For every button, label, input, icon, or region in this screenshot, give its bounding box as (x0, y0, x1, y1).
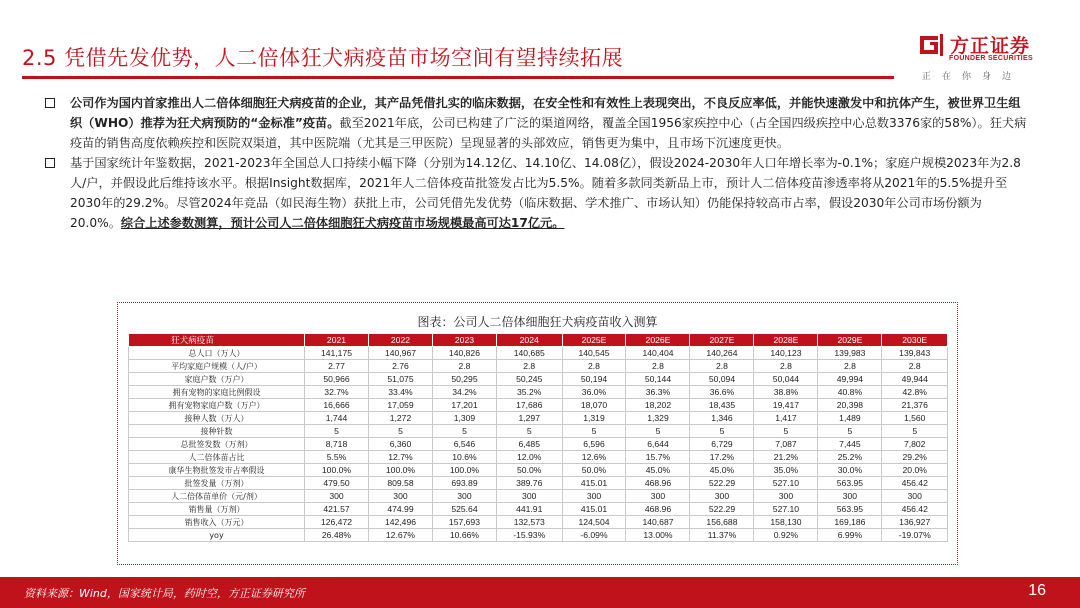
table-cell: 156,688 (690, 516, 754, 529)
bullet-item (40, 93, 1030, 153)
table-cell: 50,295 (432, 373, 496, 386)
table-cell: 126,472 (305, 516, 369, 529)
table-cell: 50.0% (562, 464, 626, 477)
table-cell: 300 (432, 490, 496, 503)
row-label: 批签发量（万剂） (129, 477, 305, 490)
bullet-conclusion-text: 综合上述参数测算，预计公司人二倍体细胞狂犬病疫苗市场规模最高可达17亿元。 (120, 216, 565, 230)
table-cell: 1,346 (690, 412, 754, 425)
table-cell: 18,070 (562, 399, 626, 412)
table-cell: 1,297 (496, 412, 562, 425)
table-cell: 139,983 (818, 347, 882, 360)
table-cell: 10.66% (432, 529, 496, 542)
table-cell: 300 (562, 490, 626, 503)
table-cell: 34.2% (432, 386, 496, 399)
table-cell: 300 (754, 490, 818, 503)
table-cell: 5 (305, 425, 369, 438)
table-cell: 12.0% (496, 451, 562, 464)
source-note: 资料来源：Wind，国家统计局，药时空，方正证券研究所 (24, 587, 305, 600)
table-cell: 12.67% (368, 529, 432, 542)
table-cell: 136,927 (882, 516, 948, 529)
table-cell: 522.29 (690, 503, 754, 516)
table-cell: 6.99% (818, 529, 882, 542)
table-cell: 2.77 (305, 360, 369, 373)
row-label: 拥有宠物的家庭比例假设 (129, 386, 305, 399)
table-cell: 35.0% (754, 464, 818, 477)
table-header-row (129, 334, 948, 347)
table-cell: 36.3% (626, 386, 690, 399)
table-cell: 563.95 (818, 477, 882, 490)
table-cell: 140,404 (626, 347, 690, 360)
table-cell: 140,545 (562, 347, 626, 360)
row-label: 总人口（万人） (129, 347, 305, 360)
table-cell: 18,435 (690, 399, 754, 412)
table-cell: 36.0% (562, 386, 626, 399)
table-cell: 5 (690, 425, 754, 438)
table-cell: 16,666 (305, 399, 369, 412)
table-cell: 2.8 (882, 360, 948, 373)
table-cell: 2.8 (496, 360, 562, 373)
table-cell: 6,596 (562, 438, 626, 451)
table-cell: 468.96 (626, 477, 690, 490)
table-cell: 30.0% (818, 464, 882, 477)
table-cell: 6,546 (432, 438, 496, 451)
table-cell: -19.07% (882, 529, 948, 542)
table-cell: 1,272 (368, 412, 432, 425)
table-cell: 139,843 (882, 347, 948, 360)
table-cell: 2.8 (432, 360, 496, 373)
row-label: 平均家庭户规模（人/户） (129, 360, 305, 373)
table-cell: 17,201 (432, 399, 496, 412)
year-header: 2025E (562, 334, 626, 347)
table-cell: 132,573 (496, 516, 562, 529)
table-cell: 40.8% (818, 386, 882, 399)
table-cell: 525.64 (432, 503, 496, 516)
row-label: 人二倍体苗占比 (129, 451, 305, 464)
table-cell: 2.8 (626, 360, 690, 373)
table-header-label: 狂犬病疫苗 (129, 334, 305, 347)
table-cell: 20,398 (818, 399, 882, 412)
table-cell: 300 (818, 490, 882, 503)
table-cell: 124,504 (562, 516, 626, 529)
table-row (129, 425, 948, 438)
table-cell: 809.58 (368, 477, 432, 490)
table-row (129, 360, 948, 373)
table-cell: 10.6% (432, 451, 496, 464)
bullet-text: 基于国家统计年鉴数据，2021-2023年全国总人口持续小幅下降（分别为14.12亿、14.10亿、14.08亿），假设2024-2030年人口年增长率为-0.1%；家庭户规模2023年为2.8人/户，并假设此后维持该水平。根据Insight数据库，2021年人二倍体疫苗批签发占比为5.5%。随着多款同类新品上市，预计人二倍体疫苗渗透率将从2021年的5.5%提升至2030年的29.2%。尽管2024年竞品（如民海生物）获批上市，公司凭借先发优势（临床数据、学术推广、市场认知）仍能保持较高市占率，假设2030年公司市场份额为20.0%。 (70, 156, 1021, 230)
table-row (129, 412, 948, 425)
table-row (129, 451, 948, 464)
table-cell: 563.95 (818, 503, 882, 516)
logo-english-name: FOUNDER SECURITIES (949, 55, 1033, 62)
table-cell: 42.8% (882, 386, 948, 399)
page-title: 2.5 凭借先发优势，人二倍体狂犬病疫苗市场空间有望持续拓展 (22, 46, 624, 70)
table-cell: 50,245 (496, 373, 562, 386)
table-cell: 17,686 (496, 399, 562, 412)
table-cell: 5 (368, 425, 432, 438)
table-row (129, 503, 948, 516)
table-cell: 21.2% (754, 451, 818, 464)
year-header: 2030E (882, 334, 948, 347)
checkbox-bullet-icon (45, 98, 55, 108)
table-cell: 45.0% (690, 464, 754, 477)
table-cell: 1,319 (562, 412, 626, 425)
bullet-text: 截至2021年底，公司已构建了广泛的渠道网络，覆盖全国1956家疾控中心（占全国四级疾控中心总数3376家的58%）。狂犬病疫苗的销售高度依赖疾控和医院双渠道，其中医院端（尤其是三甲医院）呈现显著的头部效应，销售更为集中，且市场下沉速度更快。 (70, 116, 1027, 150)
table-cell: 0.92% (754, 529, 818, 542)
table-cell: 415.01 (562, 477, 626, 490)
table-cell: 20.0% (882, 464, 948, 477)
table-cell: 140,687 (626, 516, 690, 529)
table-cell: 50,094 (690, 373, 754, 386)
table-cell: 300 (496, 490, 562, 503)
table-body (129, 347, 948, 542)
table-figure (117, 302, 958, 565)
table-cell: 169,186 (818, 516, 882, 529)
table-cell: 5 (754, 425, 818, 438)
table-cell: -6.09% (562, 529, 626, 542)
table-cell: 522.29 (690, 477, 754, 490)
bullet-item (40, 153, 1030, 233)
table-cell: 50,194 (562, 373, 626, 386)
table-cell: 415.01 (562, 503, 626, 516)
table-cell: 140,826 (432, 347, 496, 360)
table-cell: 17.2% (690, 451, 754, 464)
table-cell: 33.4% (368, 386, 432, 399)
table-cell: 300 (368, 490, 432, 503)
table-cell: 141,175 (305, 347, 369, 360)
year-header: 2029E (818, 334, 882, 347)
table-row (129, 490, 948, 503)
table-cell: 456.42 (882, 503, 948, 516)
table-cell: 441.91 (496, 503, 562, 516)
table-cell: 2.8 (818, 360, 882, 373)
table-cell: 49,944 (882, 373, 948, 386)
table-cell: 300 (626, 490, 690, 503)
table-cell: 11.37% (690, 529, 754, 542)
row-label: 康华生物批签发市占率假设 (129, 464, 305, 477)
table-cell: 15.7% (626, 451, 690, 464)
checkbox-bullet-icon (45, 158, 55, 168)
row-label: 总批签发数（万剂） (129, 438, 305, 451)
table-cell: 1,560 (882, 412, 948, 425)
year-header: 2022 (368, 334, 432, 347)
page-number: 16 (1028, 582, 1046, 599)
table-cell: 50,144 (626, 373, 690, 386)
revenue-forecast-table (128, 333, 948, 542)
table-cell: 5.5% (305, 451, 369, 464)
row-label: 人二倍体苗单价（元/剂） (129, 490, 305, 503)
logo-chinese-name: 方正证券 (950, 35, 1031, 57)
year-header: 2024 (496, 334, 562, 347)
table-cell: 2.8 (562, 360, 626, 373)
table-cell: 142,496 (368, 516, 432, 529)
table-cell: 29.2% (882, 451, 948, 464)
footer-bar (0, 577, 1080, 608)
year-header: 2026E (626, 334, 690, 347)
table-cell: 6,360 (368, 438, 432, 451)
table-cell: 1,329 (626, 412, 690, 425)
table-cell: 468.96 (626, 503, 690, 516)
table-cell: -15.93% (496, 529, 562, 542)
table-cell: 51,075 (368, 373, 432, 386)
row-label: 家庭户数（万户） (129, 373, 305, 386)
table-cell: 6,485 (496, 438, 562, 451)
table-cell: 8,718 (305, 438, 369, 451)
table-row (129, 399, 948, 412)
table-cell: 140,685 (496, 347, 562, 360)
table-cell: 1,489 (818, 412, 882, 425)
table-cell: 1,309 (432, 412, 496, 425)
table-cell: 2.8 (690, 360, 754, 373)
bullet-list (40, 93, 1030, 233)
table-cell: 50.0% (496, 464, 562, 477)
year-header: 2021 (305, 334, 369, 347)
logo-slogan: 正在你身边 (922, 72, 1023, 82)
table-cell: 456.42 (882, 477, 948, 490)
table-row (129, 438, 948, 451)
year-header: 2028E (754, 334, 818, 347)
table-cell: 5 (882, 425, 948, 438)
table-cell: 140,123 (754, 347, 818, 360)
table-cell: 12.6% (562, 451, 626, 464)
table-cell: 5 (432, 425, 496, 438)
table-caption: 图表：公司人二倍体细胞狂犬病疫苗收入测算 (417, 315, 658, 329)
table-cell: 300 (305, 490, 369, 503)
table-cell: 45.0% (626, 464, 690, 477)
table-cell: 100.0% (305, 464, 369, 477)
table-row (129, 464, 948, 477)
row-label: 拥有宠物家庭户数（万户） (129, 399, 305, 412)
table-cell: 527.10 (754, 477, 818, 490)
table-cell: 158,130 (754, 516, 818, 529)
table-row (129, 373, 948, 386)
table-cell: 25.2% (818, 451, 882, 464)
table-cell: 13.00% (626, 529, 690, 542)
table-cell: 5 (626, 425, 690, 438)
table-cell: 36.6% (690, 386, 754, 399)
table-cell: 7,802 (882, 438, 948, 451)
table-cell: 5 (496, 425, 562, 438)
table-cell: 1,744 (305, 412, 369, 425)
table-cell: 50,044 (754, 373, 818, 386)
table-cell: 38.8% (754, 386, 818, 399)
table-row (129, 386, 948, 399)
table-cell: 19,417 (754, 399, 818, 412)
row-label: 接种人数（万人） (129, 412, 305, 425)
table-row (129, 516, 948, 529)
table-cell: 693.89 (432, 477, 496, 490)
table-cell: 2.8 (754, 360, 818, 373)
table-cell: 49,994 (818, 373, 882, 386)
table-cell: 527.10 (754, 503, 818, 516)
row-label: 销售量（万剂） (129, 503, 305, 516)
table-cell: 5 (818, 425, 882, 438)
table-cell: 5 (562, 425, 626, 438)
table-cell: 6,729 (690, 438, 754, 451)
row-label: 销售收入（万元） (129, 516, 305, 529)
table-cell: 32.7% (305, 386, 369, 399)
table-cell: 157,693 (432, 516, 496, 529)
table-cell: 12.7% (368, 451, 432, 464)
table-cell: 17,059 (368, 399, 432, 412)
table-cell: 100.0% (368, 464, 432, 477)
table-cell: 421.57 (305, 503, 369, 516)
table-cell: 1,417 (754, 412, 818, 425)
table-cell: 7,087 (754, 438, 818, 451)
row-label: yoy (129, 529, 305, 542)
table-row (129, 347, 948, 360)
table-cell: 7,445 (818, 438, 882, 451)
table-cell: 2.76 (368, 360, 432, 373)
year-header: 2027E (690, 334, 754, 347)
table-cell: 389.76 (496, 477, 562, 490)
year-header: 2023 (432, 334, 496, 347)
table-cell: 50,966 (305, 373, 369, 386)
row-label: 接种针数 (129, 425, 305, 438)
founder-logo-icon (918, 32, 944, 58)
table-cell: 474.99 (368, 503, 432, 516)
table-cell: 21,376 (882, 399, 948, 412)
table-cell: 35.2% (496, 386, 562, 399)
table-cell: 26.48% (305, 529, 369, 542)
table-cell: 479.50 (305, 477, 369, 490)
title-divider (22, 76, 894, 79)
table-cell: 18,202 (626, 399, 690, 412)
table-cell: 300 (882, 490, 948, 503)
table-cell: 140,967 (368, 347, 432, 360)
table-cell: 6,644 (626, 438, 690, 451)
table-row (129, 529, 948, 542)
table-cell: 100.0% (432, 464, 496, 477)
bullet-bold-text: 公司作为国内首家推出人二倍体细胞狂犬病疫苗的企业，其产品凭借扎实的临床数据，在安全性和有效性上表现突出，不良反应率低，并能快速激发中和抗体产生，被世界卫生组织（WHO）推荐为狂犬病预防的“金标准”疫苗。 (70, 96, 1021, 130)
table-cell: 140,264 (690, 347, 754, 360)
company-logo (918, 32, 1058, 82)
table-cell: 300 (690, 490, 754, 503)
table-row (129, 477, 948, 490)
